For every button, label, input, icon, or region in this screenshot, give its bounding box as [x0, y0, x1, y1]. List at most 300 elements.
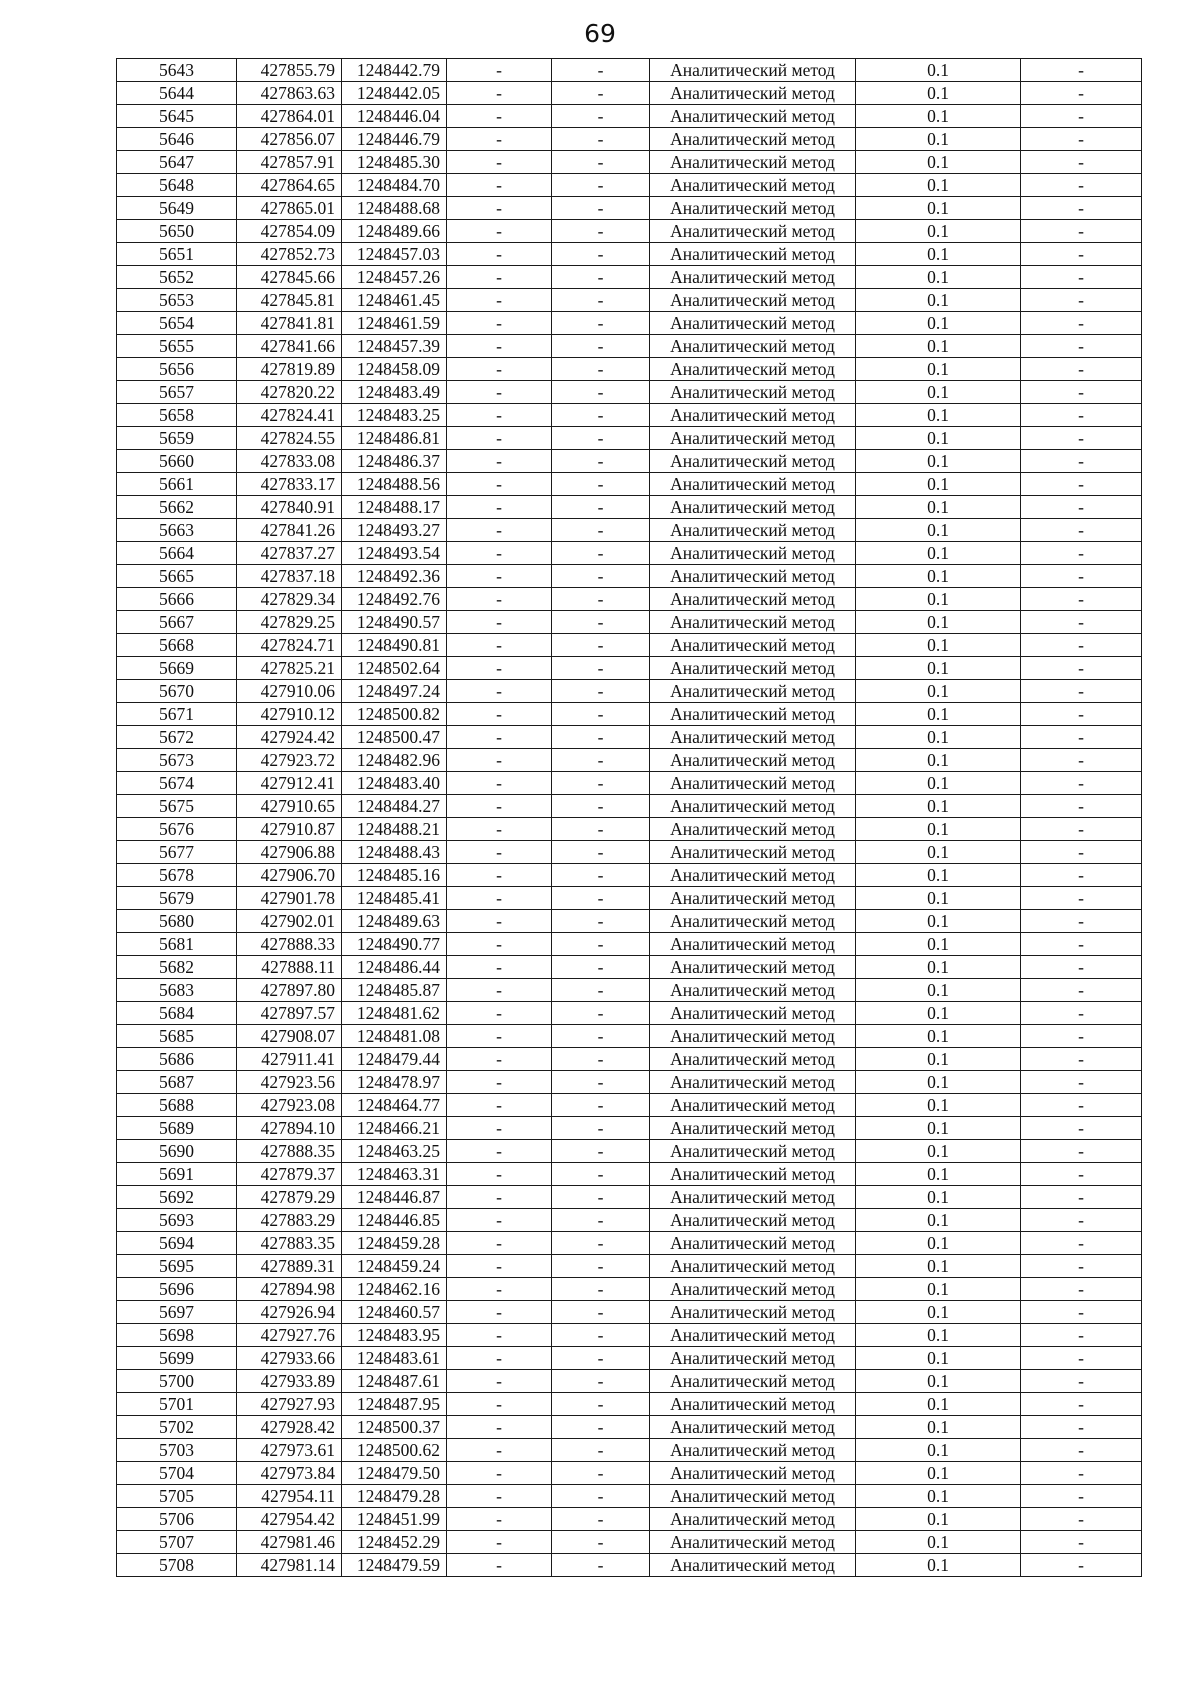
- accuracy-cell: 0.1: [856, 1117, 1021, 1140]
- empty-value-cell: -: [552, 841, 650, 864]
- empty-value-cell: -: [552, 565, 650, 588]
- accuracy-cell: 0.1: [856, 1531, 1021, 1554]
- empty-value-cell: -: [1021, 312, 1142, 335]
- method-cell: Аналитический метод: [650, 1255, 856, 1278]
- table-row: [117, 496, 1142, 519]
- method-cell: Аналитический метод: [650, 588, 856, 611]
- table-row: [117, 82, 1142, 105]
- empty-value-cell: -: [447, 1232, 552, 1255]
- method-cell: Аналитический метод: [650, 289, 856, 312]
- x-coordinate-cell: 427824.41: [237, 404, 342, 427]
- empty-value-cell: -: [447, 404, 552, 427]
- y-coordinate-cell: 1248464.77: [342, 1094, 447, 1117]
- table-row: [117, 1209, 1142, 1232]
- y-coordinate-cell: 1248461.59: [342, 312, 447, 335]
- table-row: [117, 1002, 1142, 1025]
- table-row: [117, 128, 1142, 151]
- x-coordinate-cell: 427819.89: [237, 358, 342, 381]
- x-coordinate-cell: 427879.37: [237, 1163, 342, 1186]
- method-cell: Аналитический метод: [650, 1071, 856, 1094]
- point-number-cell: 5655: [117, 335, 237, 358]
- table-row: [117, 979, 1142, 1002]
- empty-value-cell: -: [1021, 634, 1142, 657]
- y-coordinate-cell: 1248442.05: [342, 82, 447, 105]
- empty-value-cell: -: [552, 1117, 650, 1140]
- accuracy-cell: 0.1: [856, 105, 1021, 128]
- empty-value-cell: -: [447, 1370, 552, 1393]
- empty-value-cell: -: [552, 473, 650, 496]
- y-coordinate-cell: 1248483.49: [342, 381, 447, 404]
- empty-value-cell: -: [552, 680, 650, 703]
- empty-value-cell: -: [447, 864, 552, 887]
- table-row: [117, 1301, 1142, 1324]
- x-coordinate-cell: 427824.71: [237, 634, 342, 657]
- empty-value-cell: -: [447, 473, 552, 496]
- table-row: [117, 59, 1142, 82]
- x-coordinate-cell: 427829.25: [237, 611, 342, 634]
- x-coordinate-cell: 427865.01: [237, 197, 342, 220]
- x-coordinate-cell: 427833.08: [237, 450, 342, 473]
- y-coordinate-cell: 1248489.63: [342, 910, 447, 933]
- method-cell: Аналитический метод: [650, 496, 856, 519]
- method-cell: Аналитический метод: [650, 1393, 856, 1416]
- accuracy-cell: 0.1: [856, 197, 1021, 220]
- empty-value-cell: -: [447, 1117, 552, 1140]
- point-number-cell: 5684: [117, 1002, 237, 1025]
- empty-value-cell: -: [552, 1048, 650, 1071]
- table-row: [117, 841, 1142, 864]
- table-row: [117, 220, 1142, 243]
- x-coordinate-cell: 427910.65: [237, 795, 342, 818]
- y-coordinate-cell: 1248460.57: [342, 1301, 447, 1324]
- empty-value-cell: -: [552, 1278, 650, 1301]
- table-row: [117, 1048, 1142, 1071]
- method-cell: Аналитический метод: [650, 1278, 856, 1301]
- empty-value-cell: -: [1021, 404, 1142, 427]
- method-cell: Аналитический метод: [650, 105, 856, 128]
- empty-value-cell: -: [552, 542, 650, 565]
- empty-value-cell: -: [1021, 358, 1142, 381]
- table-row: [117, 703, 1142, 726]
- empty-value-cell: -: [447, 1301, 552, 1324]
- table-row: [117, 243, 1142, 266]
- point-number-cell: 5672: [117, 726, 237, 749]
- method-cell: Аналитический метод: [650, 1186, 856, 1209]
- table-row: [117, 680, 1142, 703]
- point-number-cell: 5647: [117, 151, 237, 174]
- accuracy-cell: 0.1: [856, 910, 1021, 933]
- empty-value-cell: -: [447, 1416, 552, 1439]
- y-coordinate-cell: 1248457.39: [342, 335, 447, 358]
- point-number-cell: 5707: [117, 1531, 237, 1554]
- accuracy-cell: 0.1: [856, 680, 1021, 703]
- empty-value-cell: -: [552, 1393, 650, 1416]
- method-cell: Аналитический метод: [650, 128, 856, 151]
- point-number-cell: 5677: [117, 841, 237, 864]
- method-cell: Аналитический метод: [650, 1324, 856, 1347]
- point-number-cell: 5660: [117, 450, 237, 473]
- x-coordinate-cell: 427837.27: [237, 542, 342, 565]
- accuracy-cell: 0.1: [856, 1462, 1021, 1485]
- method-cell: Аналитический метод: [650, 611, 856, 634]
- empty-value-cell: -: [447, 1485, 552, 1508]
- x-coordinate-cell: 427954.42: [237, 1508, 342, 1531]
- accuracy-cell: 0.1: [856, 381, 1021, 404]
- x-coordinate-cell: 427897.80: [237, 979, 342, 1002]
- empty-value-cell: -: [1021, 174, 1142, 197]
- empty-value-cell: -: [447, 772, 552, 795]
- empty-value-cell: -: [552, 864, 650, 887]
- empty-value-cell: -: [552, 1071, 650, 1094]
- empty-value-cell: -: [1021, 1048, 1142, 1071]
- x-coordinate-cell: 427857.91: [237, 151, 342, 174]
- empty-value-cell: -: [552, 243, 650, 266]
- x-coordinate-cell: 427855.79: [237, 59, 342, 82]
- y-coordinate-cell: 1248481.08: [342, 1025, 447, 1048]
- table-row: [117, 772, 1142, 795]
- table-row: [117, 910, 1142, 933]
- y-coordinate-cell: 1248487.95: [342, 1393, 447, 1416]
- empty-value-cell: -: [447, 1278, 552, 1301]
- x-coordinate-cell: 427829.34: [237, 588, 342, 611]
- table-row: [117, 1485, 1142, 1508]
- accuracy-cell: 0.1: [856, 1094, 1021, 1117]
- accuracy-cell: 0.1: [856, 220, 1021, 243]
- empty-value-cell: -: [1021, 749, 1142, 772]
- empty-value-cell: -: [1021, 1416, 1142, 1439]
- table-row: [117, 427, 1142, 450]
- empty-value-cell: -: [552, 197, 650, 220]
- empty-value-cell: -: [447, 1531, 552, 1554]
- empty-value-cell: -: [552, 1324, 650, 1347]
- accuracy-cell: 0.1: [856, 1554, 1021, 1577]
- empty-value-cell: -: [447, 151, 552, 174]
- empty-value-cell: -: [1021, 473, 1142, 496]
- table-row: [117, 634, 1142, 657]
- method-cell: Аналитический метод: [650, 1140, 856, 1163]
- table-row: [117, 358, 1142, 381]
- empty-value-cell: -: [552, 220, 650, 243]
- empty-value-cell: -: [1021, 1232, 1142, 1255]
- empty-value-cell: -: [552, 151, 650, 174]
- y-coordinate-cell: 1248500.82: [342, 703, 447, 726]
- method-cell: Аналитический метод: [650, 381, 856, 404]
- empty-value-cell: -: [552, 1301, 650, 1324]
- method-cell: Аналитический метод: [650, 1485, 856, 1508]
- accuracy-cell: 0.1: [856, 565, 1021, 588]
- accuracy-cell: 0.1: [856, 266, 1021, 289]
- empty-value-cell: -: [447, 381, 552, 404]
- empty-value-cell: -: [552, 59, 650, 82]
- table-row: [117, 1439, 1142, 1462]
- y-coordinate-cell: 1248466.21: [342, 1117, 447, 1140]
- table-row: [117, 887, 1142, 910]
- table-row: [117, 519, 1142, 542]
- empty-value-cell: -: [447, 979, 552, 1002]
- empty-value-cell: -: [447, 887, 552, 910]
- y-coordinate-cell: 1248488.17: [342, 496, 447, 519]
- accuracy-cell: 0.1: [856, 1002, 1021, 1025]
- table-row: [117, 795, 1142, 818]
- accuracy-cell: 0.1: [856, 128, 1021, 151]
- x-coordinate-cell: 427927.93: [237, 1393, 342, 1416]
- empty-value-cell: -: [552, 1094, 650, 1117]
- empty-value-cell: -: [447, 634, 552, 657]
- point-number-cell: 5652: [117, 266, 237, 289]
- method-cell: Аналитический метод: [650, 887, 856, 910]
- y-coordinate-cell: 1248463.25: [342, 1140, 447, 1163]
- point-number-cell: 5699: [117, 1347, 237, 1370]
- accuracy-cell: 0.1: [856, 1163, 1021, 1186]
- empty-value-cell: -: [1021, 1462, 1142, 1485]
- y-coordinate-cell: 1248442.79: [342, 59, 447, 82]
- method-cell: Аналитический метод: [650, 956, 856, 979]
- method-cell: Аналитический метод: [650, 82, 856, 105]
- table-row: [117, 450, 1142, 473]
- empty-value-cell: -: [552, 82, 650, 105]
- point-number-cell: 5686: [117, 1048, 237, 1071]
- x-coordinate-cell: 427923.72: [237, 749, 342, 772]
- x-coordinate-cell: 427906.70: [237, 864, 342, 887]
- table-row: [117, 1094, 1142, 1117]
- point-number-cell: 5689: [117, 1117, 237, 1140]
- point-number-cell: 5701: [117, 1393, 237, 1416]
- empty-value-cell: -: [1021, 542, 1142, 565]
- point-number-cell: 5654: [117, 312, 237, 335]
- empty-value-cell: -: [1021, 128, 1142, 151]
- empty-value-cell: -: [552, 519, 650, 542]
- empty-value-cell: -: [447, 1347, 552, 1370]
- empty-value-cell: -: [552, 381, 650, 404]
- empty-value-cell: -: [447, 795, 552, 818]
- empty-value-cell: -: [552, 1347, 650, 1370]
- x-coordinate-cell: 427923.08: [237, 1094, 342, 1117]
- empty-value-cell: -: [552, 588, 650, 611]
- y-coordinate-cell: 1248446.85: [342, 1209, 447, 1232]
- point-number-cell: 5656: [117, 358, 237, 381]
- method-cell: Аналитический метод: [650, 59, 856, 82]
- table-row: [117, 1393, 1142, 1416]
- point-number-cell: 5664: [117, 542, 237, 565]
- point-number-cell: 5651: [117, 243, 237, 266]
- accuracy-cell: 0.1: [856, 519, 1021, 542]
- accuracy-cell: 0.1: [856, 427, 1021, 450]
- table-row: [117, 1186, 1142, 1209]
- y-coordinate-cell: 1248490.77: [342, 933, 447, 956]
- x-coordinate-cell: 427864.01: [237, 105, 342, 128]
- empty-value-cell: -: [1021, 956, 1142, 979]
- point-number-cell: 5657: [117, 381, 237, 404]
- table-row: [117, 289, 1142, 312]
- method-cell: Аналитический метод: [650, 312, 856, 335]
- method-cell: Аналитический метод: [650, 979, 856, 1002]
- empty-value-cell: -: [552, 795, 650, 818]
- empty-value-cell: -: [1021, 795, 1142, 818]
- empty-value-cell: -: [552, 1002, 650, 1025]
- method-cell: Аналитический метод: [650, 1117, 856, 1140]
- y-coordinate-cell: 1248493.27: [342, 519, 447, 542]
- empty-value-cell: -: [552, 450, 650, 473]
- method-cell: Аналитический метод: [650, 1301, 856, 1324]
- empty-value-cell: -: [1021, 519, 1142, 542]
- method-cell: Аналитический метод: [650, 910, 856, 933]
- empty-value-cell: -: [552, 128, 650, 151]
- method-cell: Аналитический метод: [650, 473, 856, 496]
- x-coordinate-cell: 427883.35: [237, 1232, 342, 1255]
- empty-value-cell: -: [552, 1554, 650, 1577]
- y-coordinate-cell: 1248457.03: [342, 243, 447, 266]
- method-cell: Аналитический метод: [650, 404, 856, 427]
- empty-value-cell: -: [1021, 772, 1142, 795]
- table-row: [117, 956, 1142, 979]
- empty-value-cell: -: [1021, 818, 1142, 841]
- accuracy-cell: 0.1: [856, 496, 1021, 519]
- empty-value-cell: -: [1021, 1439, 1142, 1462]
- y-coordinate-cell: 1248446.87: [342, 1186, 447, 1209]
- empty-value-cell: -: [552, 427, 650, 450]
- empty-value-cell: -: [447, 542, 552, 565]
- empty-value-cell: -: [1021, 611, 1142, 634]
- point-number-cell: 5696: [117, 1278, 237, 1301]
- empty-value-cell: -: [447, 910, 552, 933]
- x-coordinate-cell: 427908.07: [237, 1025, 342, 1048]
- method-cell: Аналитический метод: [650, 174, 856, 197]
- empty-value-cell: -: [447, 1025, 552, 1048]
- method-cell: Аналитический метод: [650, 220, 856, 243]
- table-row: [117, 1554, 1142, 1577]
- method-cell: Аналитический метод: [650, 1462, 856, 1485]
- point-number-cell: 5648: [117, 174, 237, 197]
- empty-value-cell: -: [552, 335, 650, 358]
- point-number-cell: 5644: [117, 82, 237, 105]
- x-coordinate-cell: 427933.66: [237, 1347, 342, 1370]
- empty-value-cell: -: [447, 243, 552, 266]
- empty-value-cell: -: [447, 1393, 552, 1416]
- x-coordinate-cell: 427910.87: [237, 818, 342, 841]
- table-row: [117, 611, 1142, 634]
- empty-value-cell: -: [552, 404, 650, 427]
- empty-value-cell: -: [552, 312, 650, 335]
- x-coordinate-cell: 427863.63: [237, 82, 342, 105]
- point-number-cell: 5653: [117, 289, 237, 312]
- accuracy-cell: 0.1: [856, 473, 1021, 496]
- empty-value-cell: -: [552, 1209, 650, 1232]
- empty-value-cell: -: [1021, 933, 1142, 956]
- empty-value-cell: -: [552, 1163, 650, 1186]
- y-coordinate-cell: 1248488.21: [342, 818, 447, 841]
- y-coordinate-cell: 1248490.81: [342, 634, 447, 657]
- table-row: [117, 174, 1142, 197]
- empty-value-cell: -: [1021, 979, 1142, 1002]
- table-row: [117, 404, 1142, 427]
- x-coordinate-cell: 427841.81: [237, 312, 342, 335]
- table-row: [117, 381, 1142, 404]
- point-number-cell: 5675: [117, 795, 237, 818]
- y-coordinate-cell: 1248502.64: [342, 657, 447, 680]
- method-cell: Аналитический метод: [650, 933, 856, 956]
- accuracy-cell: 0.1: [856, 1508, 1021, 1531]
- accuracy-cell: 0.1: [856, 1209, 1021, 1232]
- empty-value-cell: -: [552, 1255, 650, 1278]
- empty-value-cell: -: [1021, 82, 1142, 105]
- empty-value-cell: -: [552, 726, 650, 749]
- empty-value-cell: -: [447, 266, 552, 289]
- empty-value-cell: -: [447, 105, 552, 128]
- empty-value-cell: -: [1021, 910, 1142, 933]
- accuracy-cell: 0.1: [856, 1186, 1021, 1209]
- x-coordinate-cell: 427897.57: [237, 1002, 342, 1025]
- empty-value-cell: -: [447, 749, 552, 772]
- point-number-cell: 5705: [117, 1485, 237, 1508]
- method-cell: Аналитический метод: [650, 657, 856, 680]
- accuracy-cell: 0.1: [856, 1370, 1021, 1393]
- point-number-cell: 5691: [117, 1163, 237, 1186]
- method-cell: Аналитический метод: [650, 1094, 856, 1117]
- empty-value-cell: -: [447, 59, 552, 82]
- accuracy-cell: 0.1: [856, 1278, 1021, 1301]
- table-row: [117, 1232, 1142, 1255]
- point-number-cell: 5678: [117, 864, 237, 887]
- accuracy-cell: 0.1: [856, 841, 1021, 864]
- empty-value-cell: -: [447, 1163, 552, 1186]
- x-coordinate-cell: 427927.76: [237, 1324, 342, 1347]
- table-row: [117, 864, 1142, 887]
- table-row: [117, 933, 1142, 956]
- y-coordinate-cell: 1248479.59: [342, 1554, 447, 1577]
- y-coordinate-cell: 1248463.31: [342, 1163, 447, 1186]
- empty-value-cell: -: [1021, 1255, 1142, 1278]
- accuracy-cell: 0.1: [856, 450, 1021, 473]
- method-cell: Аналитический метод: [650, 1439, 856, 1462]
- accuracy-cell: 0.1: [856, 772, 1021, 795]
- y-coordinate-cell: 1248479.28: [342, 1485, 447, 1508]
- empty-value-cell: -: [447, 1048, 552, 1071]
- y-coordinate-cell: 1248446.04: [342, 105, 447, 128]
- x-coordinate-cell: 427894.98: [237, 1278, 342, 1301]
- empty-value-cell: -: [1021, 59, 1142, 82]
- empty-value-cell: -: [1021, 243, 1142, 266]
- accuracy-cell: 0.1: [856, 634, 1021, 657]
- empty-value-cell: -: [552, 1531, 650, 1554]
- x-coordinate-cell: 427856.07: [237, 128, 342, 151]
- empty-value-cell: -: [1021, 1531, 1142, 1554]
- empty-value-cell: -: [552, 496, 650, 519]
- coordinates-table: [116, 58, 1142, 1577]
- empty-value-cell: -: [552, 289, 650, 312]
- method-cell: Аналитический метод: [650, 703, 856, 726]
- accuracy-cell: 0.1: [856, 1301, 1021, 1324]
- empty-value-cell: -: [447, 703, 552, 726]
- table-row: [117, 1462, 1142, 1485]
- point-number-cell: 5682: [117, 956, 237, 979]
- accuracy-cell: 0.1: [856, 1324, 1021, 1347]
- empty-value-cell: -: [447, 312, 552, 335]
- point-number-cell: 5658: [117, 404, 237, 427]
- point-number-cell: 5661: [117, 473, 237, 496]
- empty-value-cell: -: [552, 174, 650, 197]
- table-row: [117, 151, 1142, 174]
- empty-value-cell: -: [1021, 151, 1142, 174]
- table-row: [117, 1140, 1142, 1163]
- empty-value-cell: -: [1021, 220, 1142, 243]
- x-coordinate-cell: 427841.26: [237, 519, 342, 542]
- y-coordinate-cell: 1248485.41: [342, 887, 447, 910]
- empty-value-cell: -: [447, 1071, 552, 1094]
- empty-value-cell: -: [1021, 335, 1142, 358]
- empty-value-cell: -: [1021, 266, 1142, 289]
- empty-value-cell: -: [1021, 887, 1142, 910]
- accuracy-cell: 0.1: [856, 174, 1021, 197]
